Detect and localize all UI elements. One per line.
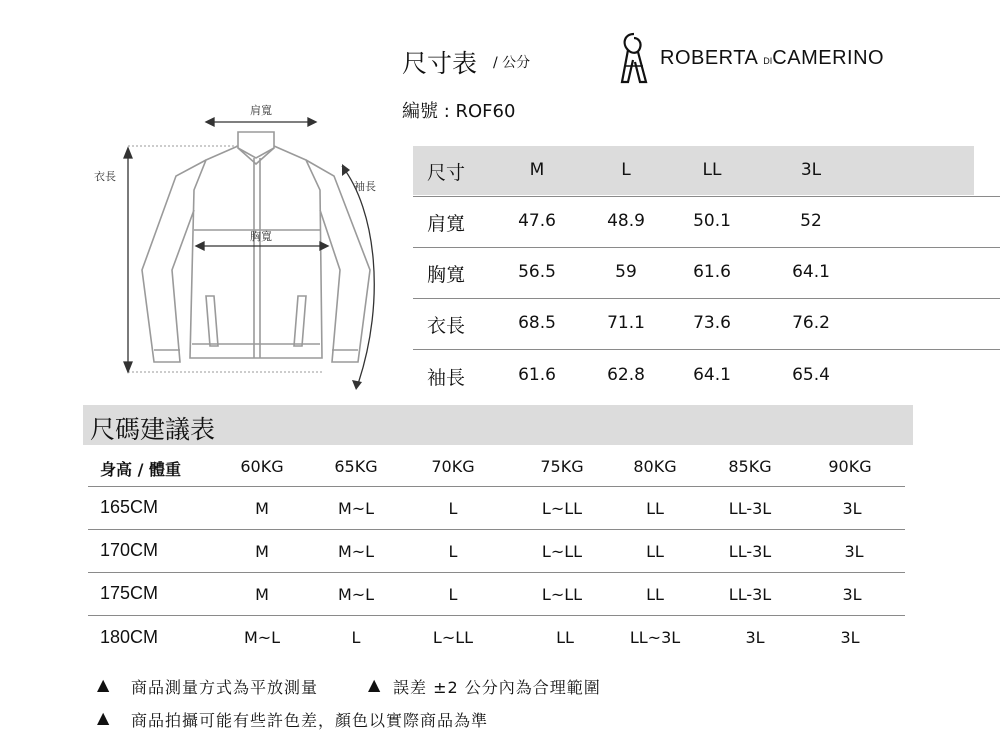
recommendation-cell: M <box>255 585 269 604</box>
recommendation-cell: M~L <box>337 499 375 518</box>
unit-label: / 公分 <box>493 55 531 71</box>
size-table-header-cell: M <box>529 160 545 180</box>
size-table-divider <box>413 298 1000 299</box>
jacket-diagram <box>80 100 400 400</box>
recommendation-cell: 3L <box>840 628 860 647</box>
recommendation-divider <box>88 572 905 573</box>
recommendation-row-label: 180CM <box>100 627 159 647</box>
recommendation-header-label: 身高 / 體重 <box>100 460 181 479</box>
recommendation-cell: M <box>255 499 269 518</box>
recommendation-cell: L~LL <box>541 542 583 561</box>
size-table-divider <box>413 247 1000 248</box>
brand-name-part1: ROBERTA <box>660 47 758 69</box>
recommendation-cell: 3L <box>842 585 862 604</box>
size-table-row-label: 肩寬 <box>427 213 466 235</box>
brand-name-part2: CAMERINO <box>772 47 885 69</box>
recommendation-cell: 3L <box>844 542 864 561</box>
size-table-cell: 64.1 <box>693 365 731 385</box>
brand-logo-icon <box>614 30 654 86</box>
recommendation-header-cell: 65KG <box>334 457 378 476</box>
size-table-cell: 65.4 <box>792 365 830 385</box>
size-table-cell: 56.5 <box>518 262 556 282</box>
size-table-cell: 52 <box>800 211 822 231</box>
size-table-header-cell: L <box>621 160 631 180</box>
brand-name <box>660 47 884 70</box>
recommendation-cell: 3L <box>745 628 765 647</box>
recommendation-cell: L~LL <box>541 585 583 604</box>
length-label: 衣長 <box>94 170 116 183</box>
size-table-cell: 73.6 <box>693 313 731 333</box>
recommendation-header-cell: 75KG <box>540 457 584 476</box>
triangle-icon: ▲ <box>97 708 110 727</box>
note-color: 商品拍攝可能有些許色差，顏色以實際商品為準 <box>131 711 489 730</box>
size-table-cell: 68.5 <box>518 313 556 333</box>
recommendation-cell: L~LL <box>432 628 474 647</box>
recommendation-cell: 3L <box>842 499 862 518</box>
brand-name-di: DI <box>763 56 773 66</box>
size-table-cell: 59 <box>615 262 637 282</box>
recommendation-cell: LL <box>646 542 664 561</box>
recommendation-cell: M~L <box>337 542 375 561</box>
recommendation-cell: LL-3L <box>728 499 772 518</box>
recommendation-cell: LL-3L <box>728 542 772 561</box>
shoulder-label: 肩寬 <box>250 104 272 117</box>
size-table-row-label: 衣長 <box>427 315 466 337</box>
recommendation-divider <box>88 486 905 487</box>
recommendation-cell: L <box>351 628 361 647</box>
size-table-cell: 62.8 <box>607 365 645 385</box>
triangle-icon: ▲ <box>368 675 381 694</box>
triangle-icon: ▲ <box>97 675 110 694</box>
recommendation-cell: L <box>448 499 458 518</box>
size-table-cell: 71.1 <box>607 313 645 333</box>
size-table-header-bg <box>413 146 974 195</box>
recommendation-cell: LL~3L <box>629 628 681 647</box>
recommendation-cell: L <box>448 542 458 561</box>
recommendation-cell: LL <box>646 585 664 604</box>
recommendation-cell: LL <box>646 499 664 518</box>
size-table-cell: 61.6 <box>693 262 731 282</box>
recommendation-divider <box>88 615 905 616</box>
recommendation-cell: L~LL <box>541 499 583 518</box>
recommendation-cell: M~L <box>337 585 375 604</box>
size-table-divider <box>413 196 1000 197</box>
size-table-cell: 48.9 <box>607 211 645 231</box>
size-table-divider <box>413 349 1000 350</box>
recommendation-cell: LL-3L <box>728 585 772 604</box>
size-table-header-cell: 3L <box>800 160 822 180</box>
recommendation-header-cell: 70KG <box>431 457 475 476</box>
sleeve-label: 袖長 <box>354 180 376 193</box>
recommendation-divider <box>88 529 905 530</box>
recommendation-title: 尺碼建議表 <box>90 415 216 444</box>
recommendation-cell: M <box>255 542 269 561</box>
recommendation-header-cell: 60KG <box>240 457 284 476</box>
size-table-cell: 76.2 <box>792 313 830 333</box>
size-table-row-label: 袖長 <box>427 367 466 389</box>
note-measurement: 商品測量方式為平放測量 <box>131 678 319 697</box>
chest-label: 胸寬 <box>250 230 272 243</box>
recommendation-header-cell: 90KG <box>828 457 872 476</box>
size-table-header-cell: LL <box>702 160 722 180</box>
size-table-cell: 64.1 <box>792 262 830 282</box>
recommendation-header-cell: 80KG <box>633 457 677 476</box>
product-code: 編號 : ROF60 <box>402 101 516 122</box>
size-table-cell: 61.6 <box>518 365 556 385</box>
size-table-cell: 47.6 <box>518 211 556 231</box>
size-table-header-label: 尺寸 <box>427 162 466 184</box>
note-tolerance: 誤差 ±2 公分內為合理範圍 <box>393 678 601 697</box>
page-title: 尺寸表 <box>402 49 478 78</box>
size-table-row-label: 胸寬 <box>427 264 466 286</box>
recommendation-row-label: 170CM <box>100 540 159 560</box>
recommendation-row-label: 165CM <box>100 497 159 517</box>
recommendation-header-cell: 85KG <box>728 457 772 476</box>
recommendation-row-label: 175CM <box>100 583 159 603</box>
recommendation-cell: L <box>448 585 458 604</box>
recommendation-cell: M~L <box>243 628 281 647</box>
size-table-cell: 50.1 <box>693 211 731 231</box>
recommendation-cell: LL <box>556 628 574 647</box>
